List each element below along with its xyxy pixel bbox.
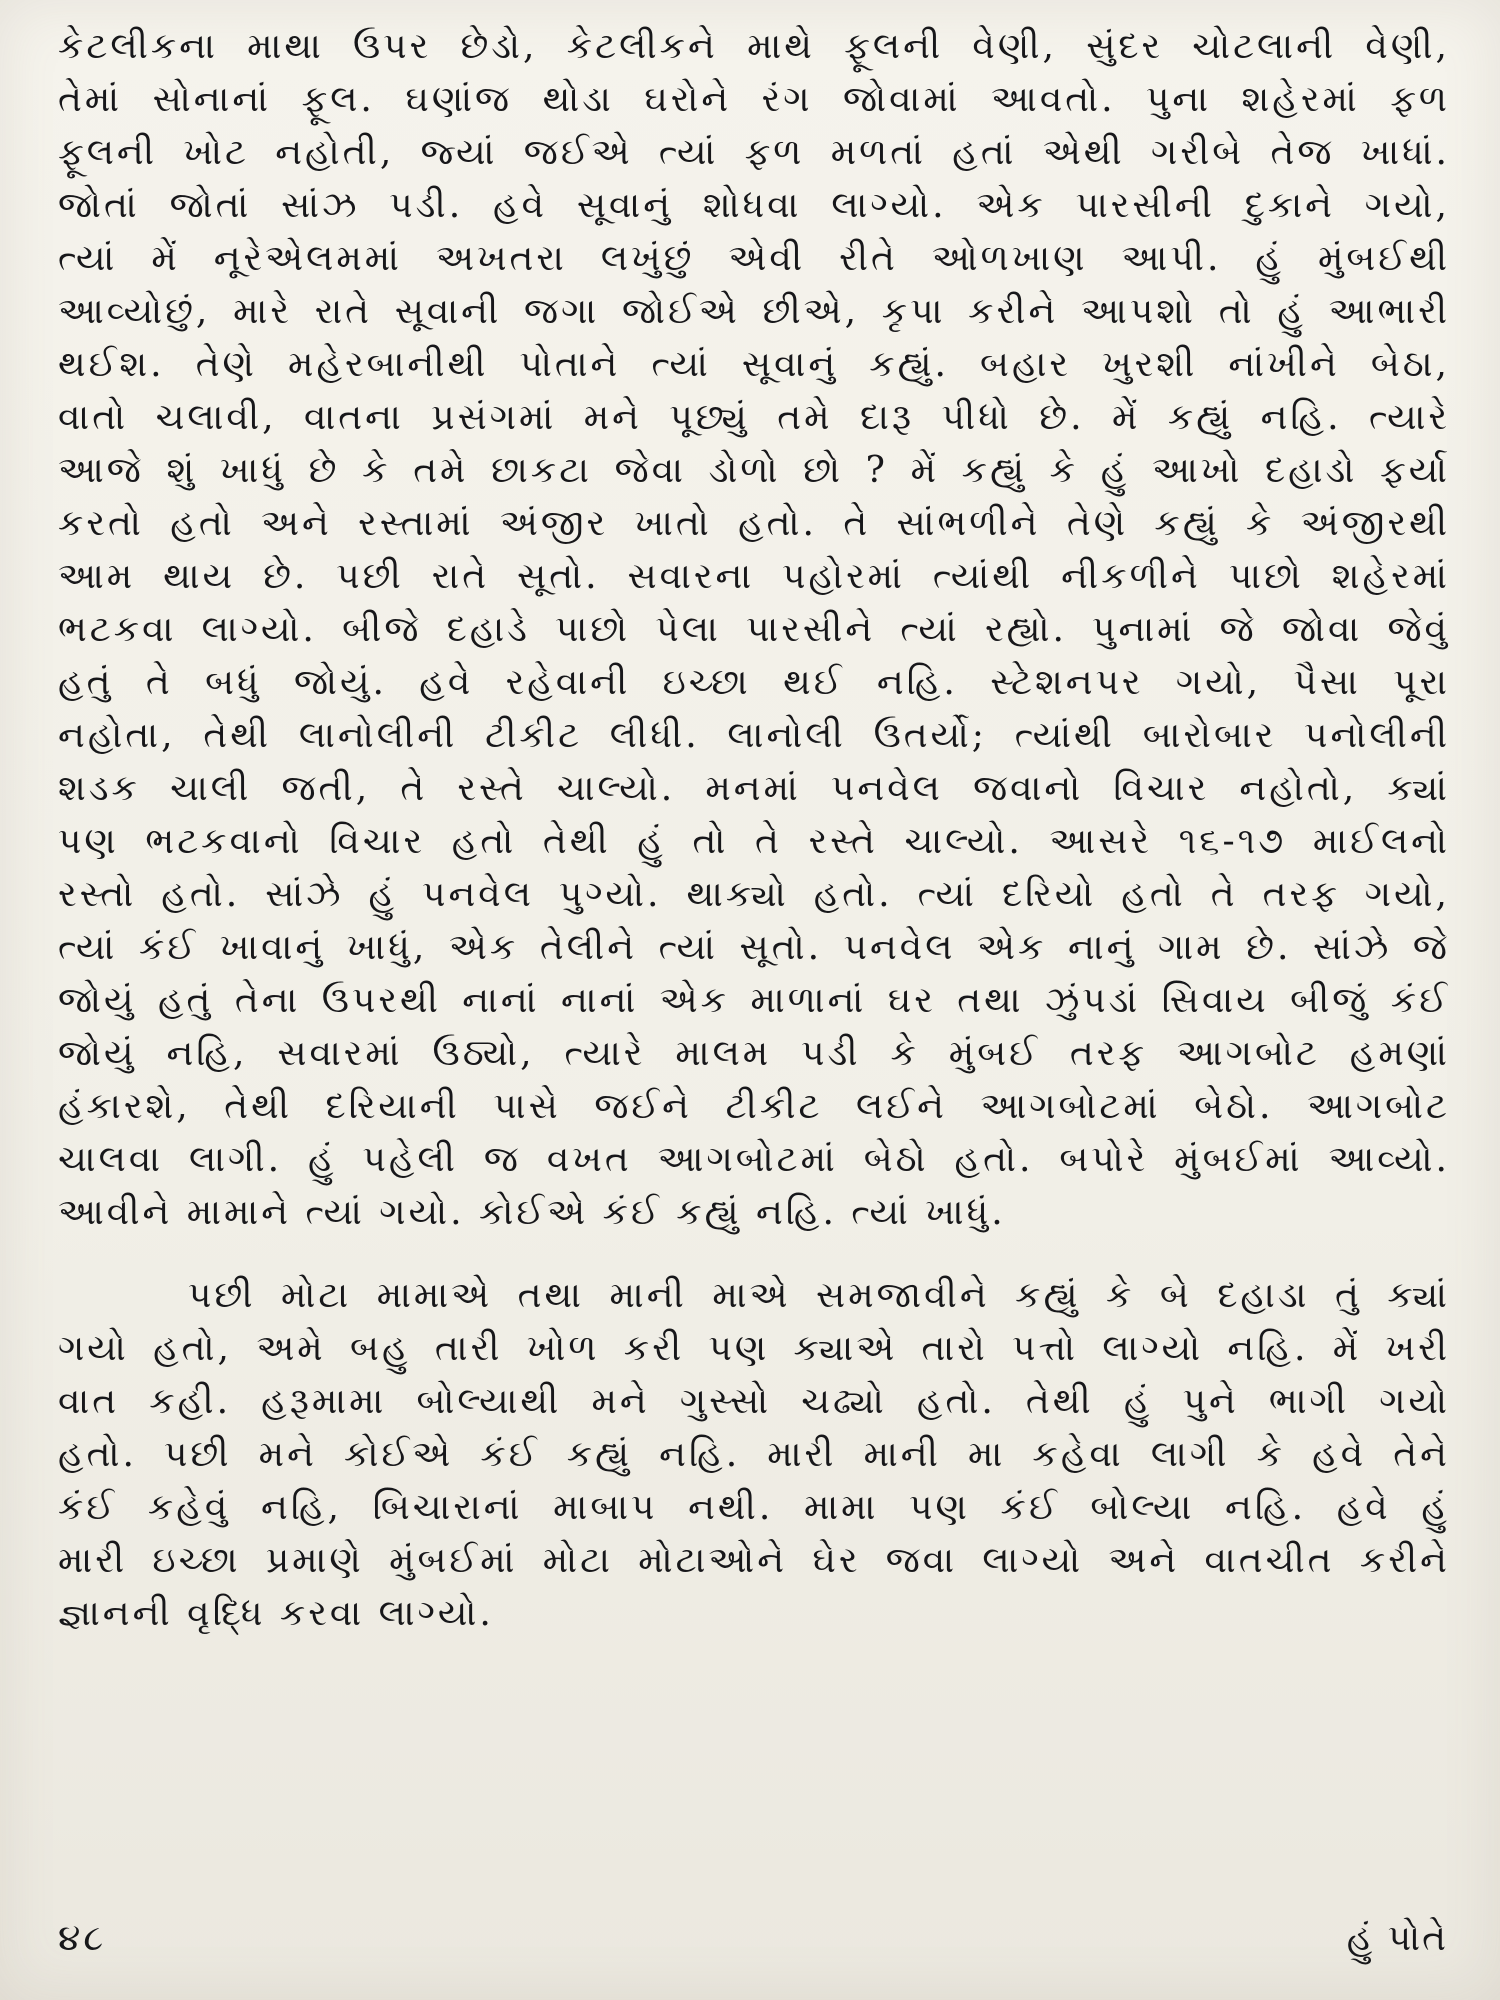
text-line: ગયો હતો, અમે બહુ તારી ખોળ કરી પણ ક્યાએ તારો પત્તો લાગ્યો નહિ. મેં ખરી [58,1328,1450,1369]
paragraph [58,20,1450,1239]
page-number: ૪૮ [58,1918,107,1959]
text-line: પણ ભટકવાનો વિચાર હતો તેથી હું તો તે રસ્તે ચાલ્યો. આસરે ૧૬-૧૭ માઈલનો [58,821,1450,862]
text-line: રસ્તો હતો. સાંઝે હું પનવેલ પુગ્યો. થાક્યો હતો. ત્યાં દરિયો હતો તે તરફ ગયો, [58,874,1450,915]
text-line: નહોતા, તેથી લાનોલીની ટીકીટ લીધી. લાનોલી ઉતર્યો; ત્યાંથી બારોબાર પનોલીની [58,715,1450,756]
paragraph-gap [58,1239,1450,1269]
text-line: વાતો ચલાવી, વાતના પ્રસંગમાં મને પૂછ્યું તમે દારૂ પીધો છે. મેં કહ્યું નહિ. ત્યારે [58,397,1450,438]
text-line: થઈશ. તેણે મહેરબાનીથી પોતાને ત્યાં સૂવાનું કહ્યું. બહાર ખુરશી નાંખીને બેઠા, [58,344,1450,385]
text-line: કરતો હતો અને રસ્તામાં અંજીર ખાતો હતો. તે સાંભળીને તેણે કહ્યું કે અંજીરથી [58,503,1450,544]
text-line: આજે શું ખાધું છે કે તમે છાકટા જેવા ડોળો છો ? મેં કહ્યું કે હું આખો દહાડો ફર્યા [58,450,1450,491]
text-line: આવીને મામાને ત્યાં ગયો. કોઈએ કંઈ કહ્યું નહિ. ત્યાં ખાધું. [58,1192,1006,1233]
text-line: ચાલવા લાગી. હું પહેલી જ વખત આગબોટમાં બેઠો હતો. બપોરે મુંબઈમાં આવ્યો. [58,1139,1450,1180]
text-line: મારી ઇચ્છા પ્રમાણે મુંબઈમાં મોટા મોટાઓને ઘેર જવા લાગ્યો અને વાતચીત કરીને [58,1540,1450,1581]
text-line: તેમાં સોનાનાં ફૂલ. ઘણાંજ થોડા ઘરોને રંગ જોવામાં આવતો. પુના શહેરમાં ફળ [58,79,1450,120]
text-line: કેટલીકના માથા ઉપર છેડો, કેટલીકને માથે ફૂલની વેણી, સુંદર ચોટલાની વેણી, [58,26,1450,67]
text-line: શડક ચાલી જતી, તે રસ્તે ચાલ્યો. મનમાં પનવેલ જવાનો વિચાર નહોતો, ક્યાં [58,768,1450,809]
text-line: ત્યાં કંઈ ખાવાનું ખાધું, એક તેલીને ત્યાં સૂતો. પનવેલ એક નાનું ગામ છે. સાંઝે જે [58,927,1450,968]
text-line: ત્યાં મેં નૂરેએલમમાં અખતરા લખુંછું એવી રીતે ઓળખાણ આપી. હું મુંબઈથી [58,238,1450,279]
text-line: જોયું હતું તેના ઉપરથી નાનાં નાનાં એક માળાનાં ઘર તથા ઝુંપડાં સિવાય બીજું કંઈ [58,980,1450,1021]
text-line: જોતાં જોતાં સાંઝ પડી. હવે સૂવાનું શોધવા લાગ્યો. એક પારસીની દુકાને ગયો, [58,185,1450,226]
body-text [58,20,1450,1640]
running-title: હું પોતે [1346,1918,1448,1959]
text-line: જોયું નહિ, સવારમાં ઉઠ્યો, ત્યારે માલમ પડી કે મુંબઈ તરફ આગબોટ હમણાં [58,1033,1450,1074]
text-line: આમ થાય છે. પછી રાતે સૂતો. સવારના પહોરમાં ત્યાંથી નીકળીને પાછો શહેરમાં [58,556,1450,597]
page-footer [58,1918,1448,1968]
text-line: કંઈ કહેવું નહિ, બિચારાનાં માબાપ નથી. મામા પણ કંઈ બોલ્યા નહિ. હવે હું [58,1487,1450,1528]
paragraph [58,1269,1450,1640]
text-line: ભટકવા લાગ્યો. બીજે દહાડે પાછો પેલા પારસીને ત્યાં રહ્યો. પુનામાં જે જોવા જેવું [58,609,1450,650]
text-line: પછી મોટા મામાએ તથા માની માએ સમજાવીને કહ્યું કે બે દહાડા તું ક્યાં [188,1275,1450,1316]
text-line: ફૂલની ખોટ નહોતી, જ્યાં જઈએ ત્યાં ફળ મળતાં હતાં એથી ગરીબે તેજ ખાધાં. [58,132,1450,173]
text-line: હંકારશે, તેથી દરિયાની પાસે જઈને ટીકીટ લઈને આગબોટમાં બેઠો. આગબોટ [58,1086,1450,1127]
text-line: વાત કહી. હરૂમામા બોલ્યાથી મને ગુસ્સો ચઢ્યો હતો. તેથી હું પુને ભાગી ગયો [58,1381,1450,1422]
text-line: હતું તે બધું જોયું. હવે રહેવાની ઇચ્છા થઈ નહિ. સ્ટેશનપર ગયો, પૈસા પૂરા [58,662,1450,703]
text-line: જ્ઞાનની વૃદ્ધિ કરવા લાગ્યો. [58,1593,494,1634]
text-line: હતો. પછી મને કોઈએ કંઈ કહ્યું નહિ. મારી માની મા કહેવા લાગી કે હવે તેને [58,1434,1450,1475]
text-line: આવ્યોછું, મારે રાતે સૂવાની જગા જોઈએ છીએ, કૃપા કરીને આપશો તો હું આભારી [58,291,1450,332]
